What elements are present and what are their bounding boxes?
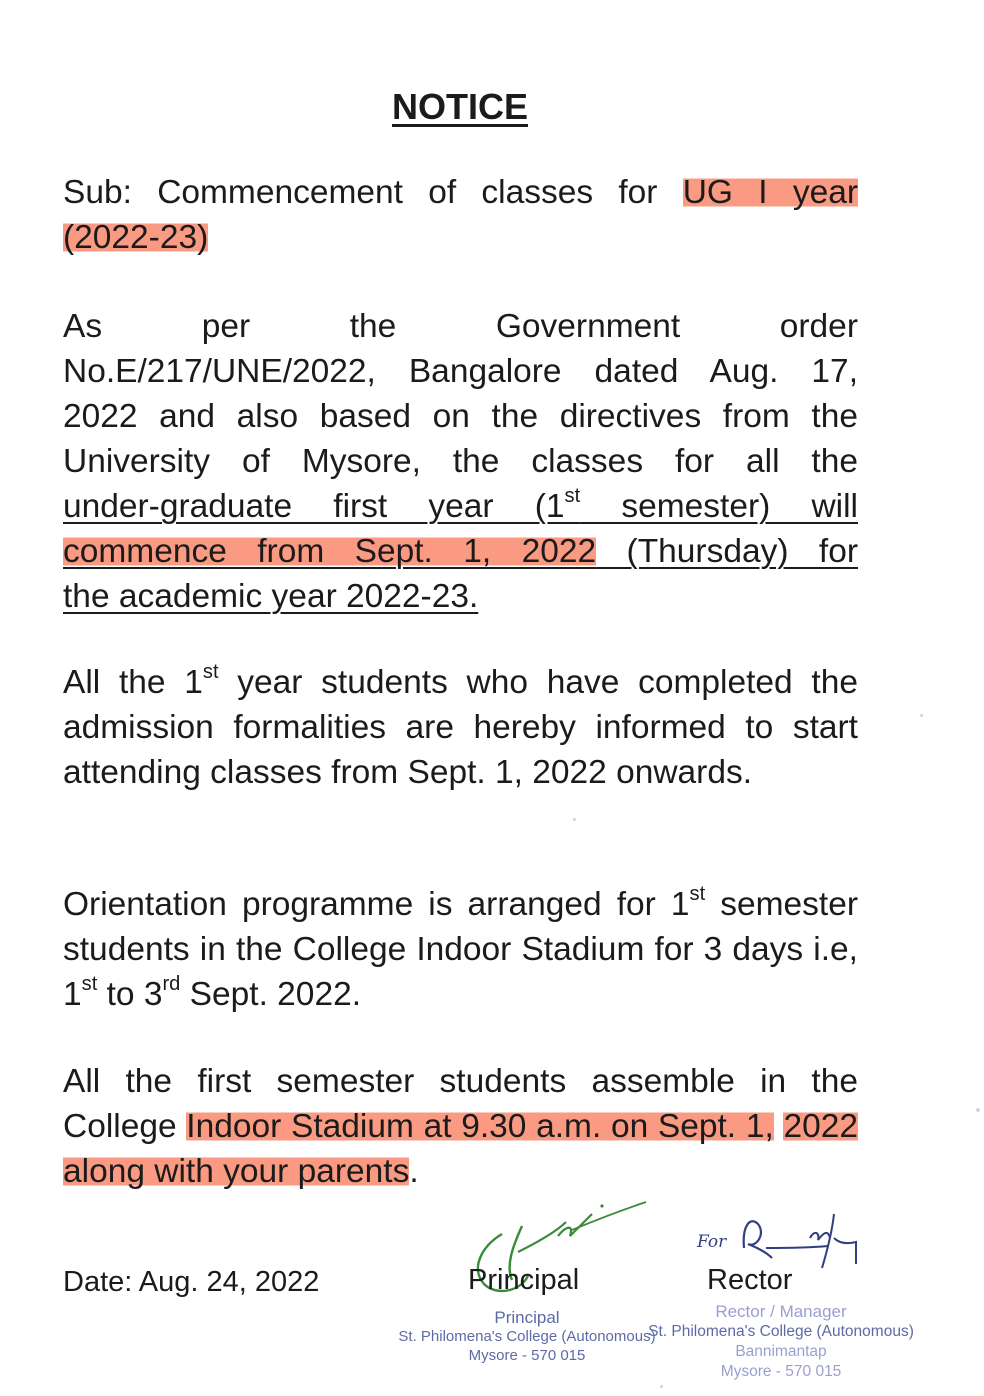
para1-word: As bbox=[63, 308, 103, 345]
para1-text: under-graduate first year (1 bbox=[63, 488, 565, 525]
notice-title: NOTICE bbox=[391, 86, 528, 127]
para1-line: University of Mysore, the classes for all the bbox=[63, 443, 858, 480]
rector-stamp-org: St. Philomena's College (Autonomous) bbox=[648, 1323, 914, 1340]
principal-stamp bbox=[396, 1308, 658, 1365]
superscript: st bbox=[564, 484, 581, 507]
para1-word: the bbox=[349, 308, 397, 345]
rector-label: Rector bbox=[707, 1264, 793, 1296]
subject-label: Sub: bbox=[63, 174, 132, 211]
principal-stamp-city: Mysore - 570 015 bbox=[468, 1347, 586, 1364]
para2-text: All the 1 bbox=[63, 664, 203, 701]
rector-stamp-title: Rector / Manager bbox=[715, 1302, 847, 1321]
notice-date: Date: Aug. 24, 2022 bbox=[63, 1266, 320, 1298]
rector-stamp-city: Mysore - 570 015 bbox=[720, 1363, 842, 1380]
subject-text: Commencement of classes for bbox=[157, 174, 658, 211]
para1-text: semester) will bbox=[580, 488, 858, 525]
assembly-highlight: 2022 along with your parents bbox=[63, 1108, 858, 1190]
principal-stamp-title: Principal bbox=[494, 1308, 560, 1327]
para3-text: Sept. 2022. bbox=[180, 976, 362, 1013]
subject-highlight-year: UG I year bbox=[682, 174, 858, 211]
assembly-highlight: Indoor Stadium at 9.30 a.m. on Sept. 1, bbox=[186, 1108, 774, 1145]
rector-signature-prefix: For bbox=[697, 1232, 727, 1252]
commence-date-highlight: commence from Sept. 1, 2022 bbox=[63, 533, 597, 570]
scan-speck bbox=[920, 714, 923, 717]
para1-text: (Thursday) for bbox=[596, 533, 858, 570]
para1-line: 2022 and also based on the directives from the bbox=[63, 398, 858, 435]
principal-label: Principal bbox=[468, 1264, 580, 1296]
rector-stamp-area: Bannimantap bbox=[735, 1343, 827, 1360]
para4-text: All the first semester students assemble in the College bbox=[63, 1063, 858, 1145]
para1-word: order bbox=[779, 308, 858, 345]
para1-underlined-line bbox=[63, 484, 858, 529]
subject-highlight-session: (2022-23) bbox=[63, 219, 209, 256]
para3-text: to 3 bbox=[97, 976, 163, 1013]
para1-word: Government bbox=[495, 308, 681, 345]
paragraph-government-order bbox=[63, 304, 858, 619]
superscript: st bbox=[81, 972, 98, 995]
paragraph-students-attend bbox=[63, 660, 858, 795]
para1-line: No.E/217/UNE/2022, Bangalore dated Aug. 17, bbox=[63, 353, 858, 390]
principal-stamp-org: St. Philomena's College (Autonomous) bbox=[398, 1328, 656, 1345]
rector-stamp bbox=[640, 1302, 922, 1382]
para1-word: per bbox=[201, 308, 251, 345]
paragraph-assembly bbox=[63, 1059, 858, 1194]
superscript: st bbox=[689, 882, 706, 905]
para3-text: Orientation programme is arranged for 1 bbox=[63, 886, 690, 923]
scan-speck bbox=[660, 1385, 663, 1388]
para3-text: semester students in the College Indoor Stadium for 3 days i.e, 1 bbox=[63, 886, 886, 1013]
para1-underlined-line: the academic year 2022-23. bbox=[63, 578, 479, 615]
superscript: st bbox=[202, 660, 219, 683]
para1-underlined-line bbox=[63, 529, 858, 574]
paragraph-orientation bbox=[63, 882, 886, 1017]
scan-speck bbox=[573, 818, 576, 821]
superscript: rd bbox=[162, 972, 181, 995]
scan-speck bbox=[976, 1108, 980, 1112]
subject-line bbox=[63, 170, 858, 260]
para2-text: year students who have completed the admission formalities are hereby informed to start attending classes from Sept. 1, 2022 onwards. bbox=[63, 664, 858, 791]
para4-text: . bbox=[409, 1153, 419, 1190]
